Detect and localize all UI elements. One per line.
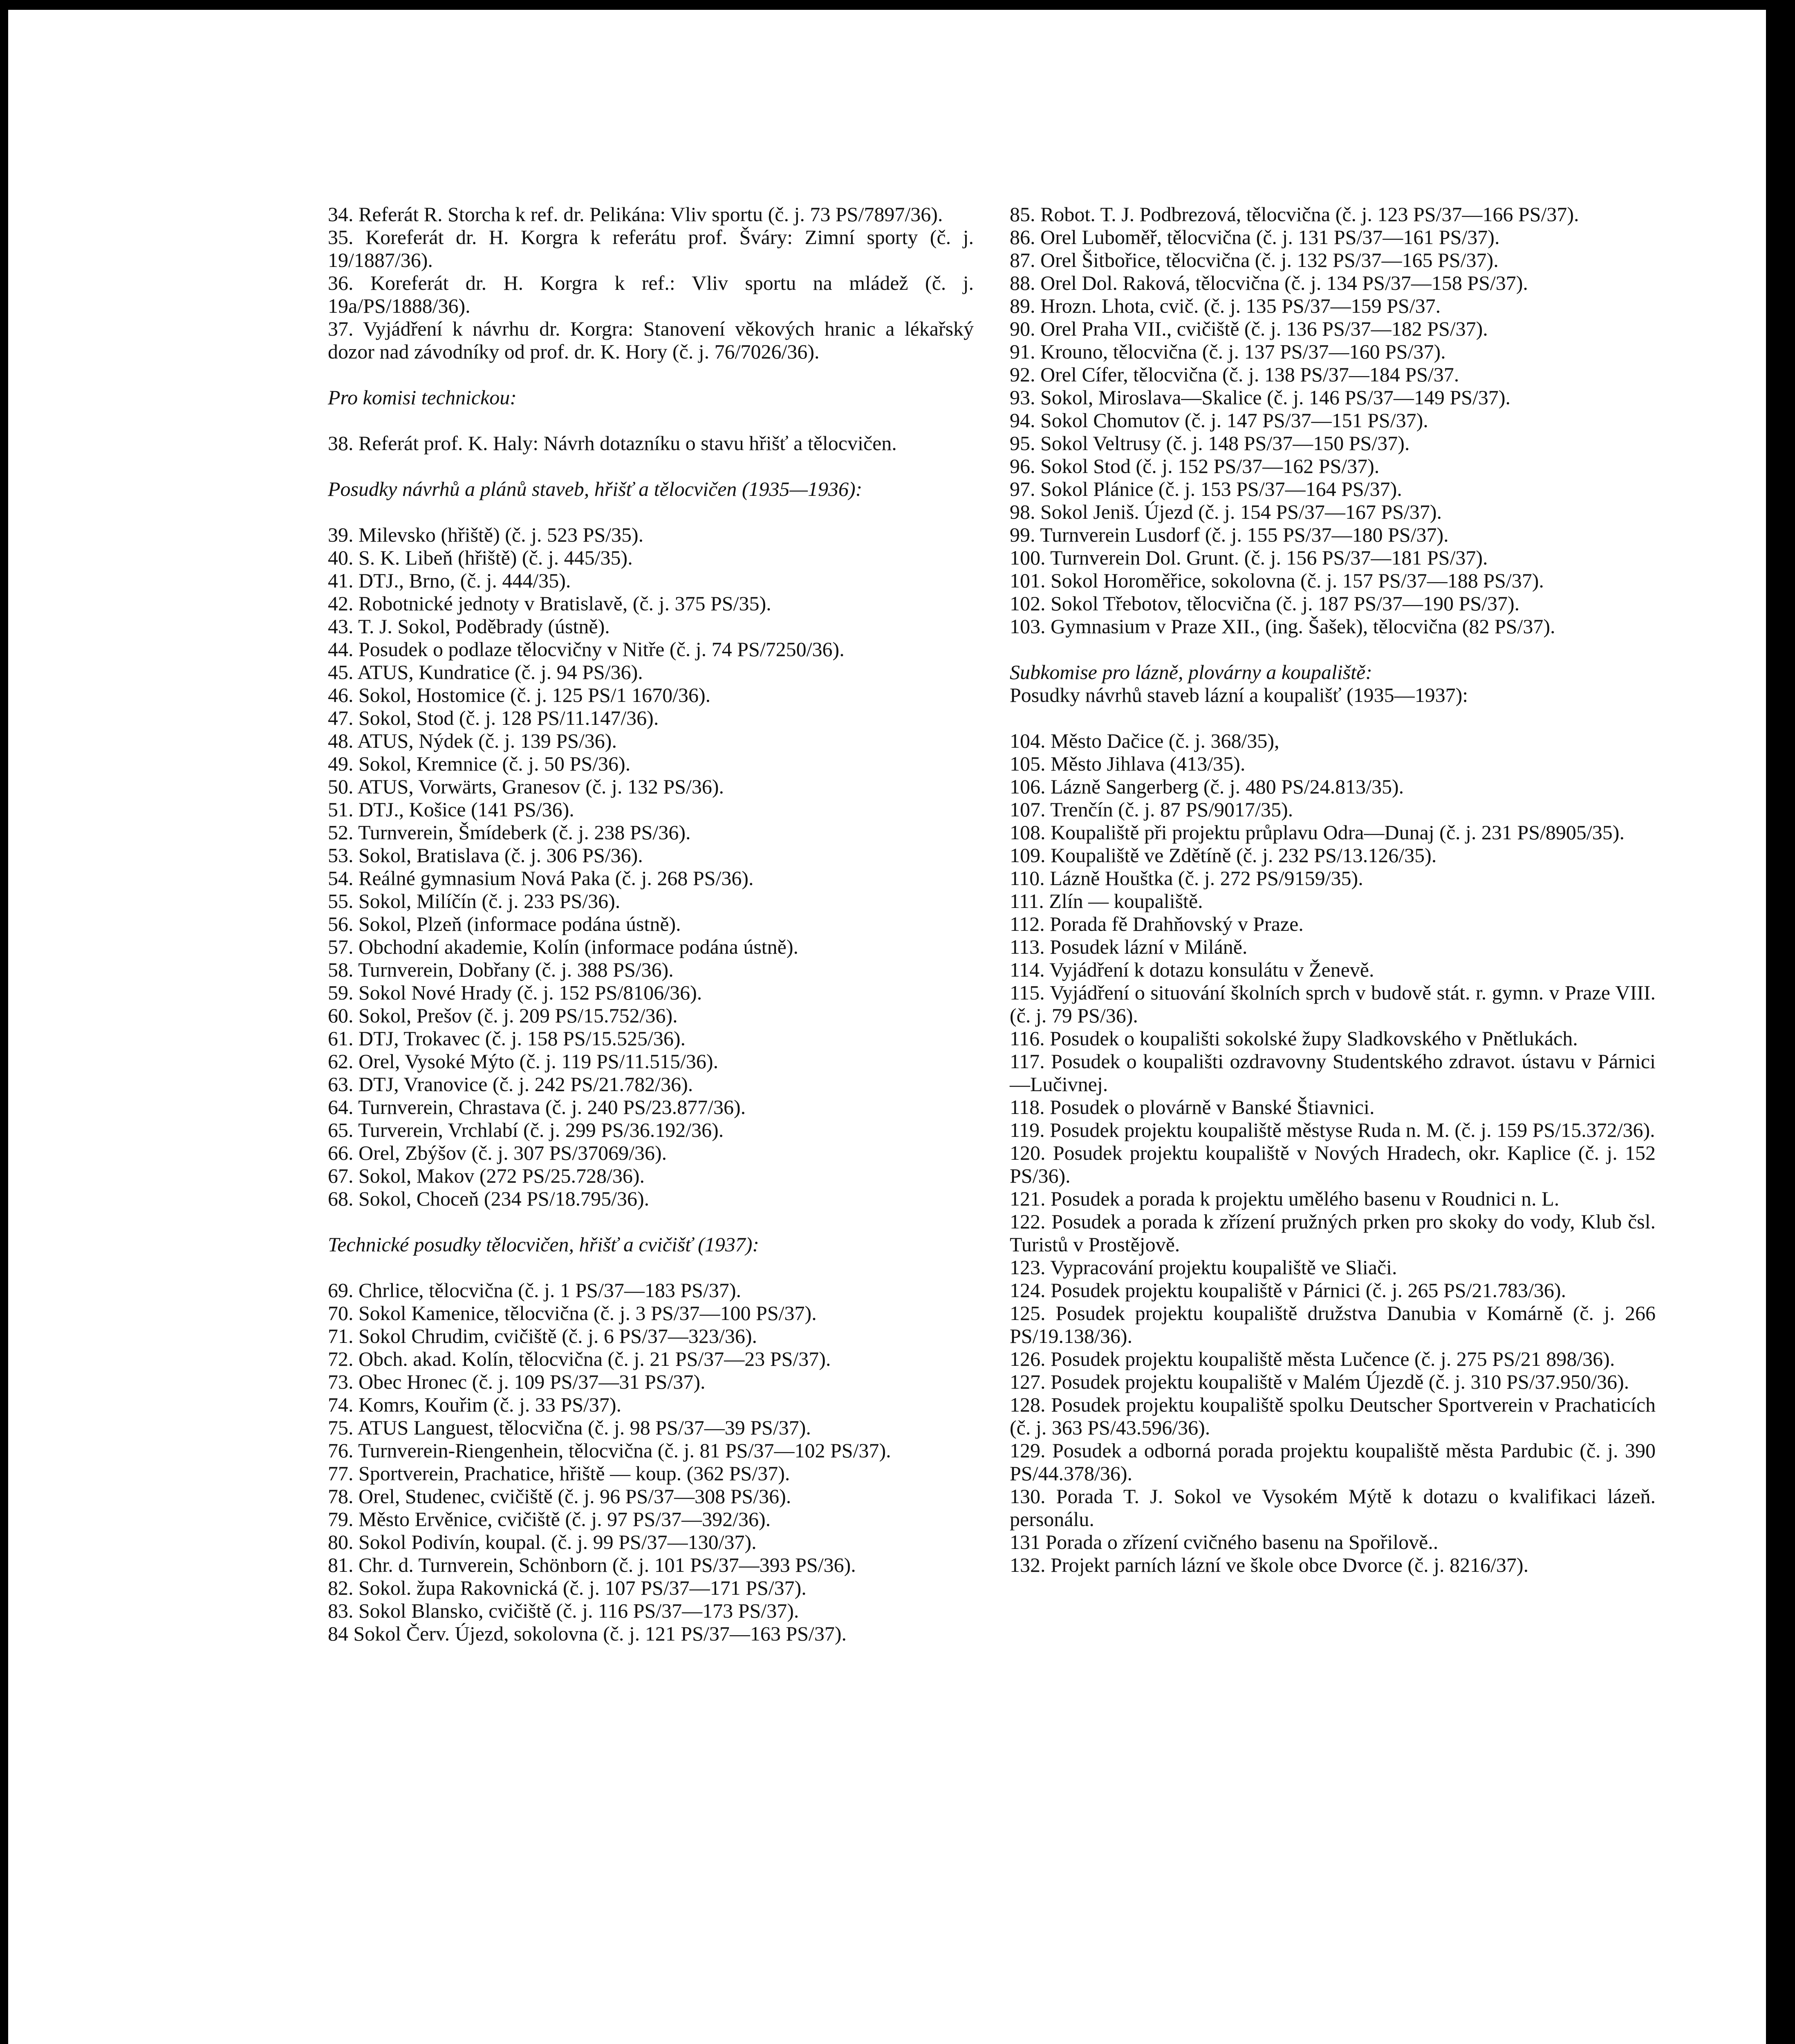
entry-list [1010,729,1656,1576]
list-item: 76. Turnverein-Riengenhein, tělocvična (č. j. 81 PS/37—102 PS/37). [328,1439,891,1462]
list-item: 40. S. K. Libeň (hřiště) (č. j. 445/35). [328,546,633,569]
list-item: 73. Obec Hronec (č. j. 109 PS/37—31 PS/37). [328,1370,706,1393]
list-item: 55. Sokol, Milíčín (č. j. 233 PS/36). [328,890,621,912]
list-item: 69. Chrlice, tělocvična (č. j. 1 PS/37—183 PS/37). [328,1279,742,1302]
list-item: 41. DTJ., Brno, (č. j. 444/35). [328,569,571,592]
list-item: 68. Sokol, Choceň (234 PS/18.795/36). [328,1187,650,1210]
list-item: 119. Posudek projektu koupaliště městyse Ruda n. M. (č. j. 159 PS/15.372/36). [1010,1118,1655,1141]
list-item: 39. Milevsko (hřiště) (č. j. 523 PS/35). [328,523,644,546]
entry-list [328,523,974,1210]
list-item: 62. Orel, Vysoké Mýto (č. j. 119 PS/11.515/36). [328,1050,719,1073]
list-item: 75. ATUS Languest, tělocvična (č. j. 98 PS/37—39 PS/37). [328,1416,811,1439]
list-item: 57. Obchodní akademie, Kolín (informace podána ústně). [328,935,799,958]
list-item: 77. Sportverein, Prachatice, hřiště — koup. (362 PS/37). [328,1462,790,1485]
list-item: 106. Lázně Sangerberg (č. j. 480 PS/24.813/35). [1010,775,1404,798]
right-column [1010,203,1656,1576]
list-item: 44. Posudek o podlaze tělocvičny v Nitře (č. j. 74 PS/7250/36). [328,638,845,661]
list-item: 130. Porada T. J. Sokol ve Vysokém Mýtě k dotazu o kvalifikaci lázeň. personálu. [1010,1485,1656,1531]
list-item: 92. Orel Cífer, tělocvična (č. j. 138 PS/37—184 PS/37. [1010,363,1459,386]
list-item: 80. Sokol Podivín, koupal. (č. j. 99 PS/37—130/37). [328,1531,757,1553]
list-item: 114. Vyjádření k dotazu konsulátu v Ženevě. [1010,958,1374,981]
list-item: 72. Obch. akad. Kolín, tělocvična (č. j. 21 PS/37—23 PS/37). [328,1347,831,1370]
list-item: 46. Sokol, Hostomice (č. j. 125 PS/1 1670/36). [328,684,711,706]
list-item: 103. Gymnasium v Praze XII., (ing. Šašek), tělocvična (82 PS/37). [1010,615,1555,638]
list-item: 59. Sokol Nové Hrady (č. j. 152 PS/8106/36). [328,981,702,1004]
list-item: 110. Lázně Houštka (č. j. 272 PS/9159/35). [1010,867,1363,890]
list-item: 74. Komrs, Kouřim (č. j. 33 PS/37). [328,1393,622,1416]
list-item: 91. Krouno, tělocvična (č. j. 137 PS/37—160 PS/37). [1010,340,1446,363]
list-item: 90. Orel Praha VII., cvičiště (č. j. 136 PS/37—182 PS/37). [1010,317,1488,340]
list-item: 132. Projekt parních lázní ve škole obce Dvorce (č. j. 8216/37). [1010,1553,1529,1576]
list-item: 58. Turnverein, Dobřany (č. j. 388 PS/36). [328,958,674,981]
list-item: 104. Město Dačice (č. j. 368/35), [1010,729,1280,752]
list-item: 85. Robot. T. J. Podbrezová, tělocvična (č. j. 123 PS/37—166 PS/37). [1010,203,1579,226]
list-item: 42. Robotnické jednoty v Bratislavě, (č. j. 375 PS/35). [328,592,771,615]
list-item: 45. ATUS, Kundratice (č. j. 94 PS/36). [328,661,643,684]
list-item: 61. DTJ, Trokavec (č. j. 158 PS/15.525/36). [328,1027,686,1050]
list-item: 88. Orel Dol. Raková, tělocvična (č. j. 134 PS/37—158 PS/37). [1010,271,1528,294]
entry-list [1010,203,1656,638]
list-item: 81. Chr. d. Turnverein, Schönborn (č. j. 101 PS/37—393 PS/36). [328,1553,856,1576]
list-item: 34. Referát R. Storcha k ref. dr. Pelikána: Vliv sportu (č. j. 73 PS/7897/36). [328,203,943,226]
list-item: 66. Orel, Zbýšov (č. j. 307 PS/37069/36). [328,1141,667,1164]
list-item: 125. Posudek projektu koupaliště družstva Danubia v Komárně (č. j. 266 PS/19.138/36). [1010,1302,1656,1347]
list-item: 78. Orel, Studenec, cvičiště (č. j. 96 PS/37—308 PS/36). [328,1485,791,1508]
list-item: 102. Sokol Třebotov, tělocvična (č. j. 187 PS/37—190 PS/37). [1010,592,1520,615]
list-item: 128. Posudek projektu koupaliště spolku Deutscher Sportverein v Prachaticích (č. j. 363 PS/43.596/36). [1010,1393,1656,1439]
list-item: 98. Sokol Jeniš. Újezd (č. j. 154 PS/37—167 PS/37). [1010,500,1442,523]
list-item: 87. Orel Šitbořice, tělocvična (č. j. 132 PS/37—165 PS/37). [1010,249,1499,271]
list-item: 37. Vyjádření k návrhu dr. Korgra: Stanovení věkových hranic a lékařský dozor nad závodníky od prof. dr. K. Hory (č. j. 76/7026/36). [328,317,974,363]
list-item: 111. Zlín — koupaliště. [1010,890,1203,912]
list-item: 54. Reálné gymnasium Nová Paka (č. j. 268 PS/36). [328,867,754,890]
list-item: 115. Vyjádření o situování školních sprch v budově stát. r. gymn. v Praze VIII. (č. j. 79 PS/36). [1010,981,1656,1027]
list-item: 117. Posudek o koupališti ozdravovny Studentského zdravot. ústavu v Párnici—Lučivnej. [1010,1050,1656,1096]
list-item: 47. Sokol, Stod (č. j. 128 PS/11.147/36). [328,706,659,729]
list-item: 96. Sokol Stod (č. j. 152 PS/37—162 PS/37). [1010,455,1380,477]
list-item: 112. Porada fě Drahňovský v Praze. [1010,912,1304,935]
subcommission-intro: Posudky návrhů staveb lázní a koupališť (1935—1937): [1010,684,1468,706]
list-item: 124. Posudek projektu koupaliště v Párnici (č. j. 265 PS/21.783/36). [1010,1279,1566,1302]
list-item: 93. Sokol, Miroslava—Skalice (č. j. 146 PS/37—149 PS/37). [1010,386,1510,409]
list-item: 113. Posudek lázní v Miláně. [1010,935,1248,958]
list-item: 100. Turnverein Dol. Grunt. (č. j. 156 PS/37—181 PS/37). [1010,546,1488,569]
list-item: 131 Porada o zřízení cvičného basenu na Spořilově.. [1010,1531,1439,1553]
list-item: 89. Hrozn. Lhota, cvič. (č. j. 135 PS/37—159 PS/37. [1010,294,1441,317]
list-item: 123. Vypracování projektu koupaliště ve Sliači. [1010,1256,1397,1279]
list-item: 43. T. J. Sokol, Poděbrady (ústně). [328,615,610,638]
list-item: 70. Sokol Kamenice, tělocvična (č. j. 3 PS/37—100 PS/37). [328,1302,817,1325]
list-item: 82. Sokol. župa Rakovnická (č. j. 107 PS/37—171 PS/37). [328,1576,807,1599]
list-item: 48. ATUS, Nýdek (č. j. 139 PS/36). [328,729,617,752]
list-item: 95. Sokol Veltrusy (č. j. 148 PS/37—150 PS/37). [1010,432,1410,455]
entry-list [328,1279,974,1645]
list-item: 83. Sokol Blansko, cvičiště (č. j. 116 PS/37—173 PS/37). [328,1599,799,1622]
list-item: 118. Posudek o plovárně v Banské Štiavnici. [1010,1096,1375,1118]
list-item: 84 Sokol Červ. Újezd, sokolovna (č. j. 121 PS/37—163 PS/37). [328,1622,847,1645]
list-item: 53. Sokol, Bratislava (č. j. 306 PS/36). [328,844,643,867]
list-item: 108. Koupaliště při projektu průplavu Odra—Dunaj (č. j. 231 PS/8905/35). [1010,821,1625,844]
list-item: 79. Město Ervěnice, cvičiště (č. j. 97 PS/37—392/36). [328,1508,771,1531]
list-item: 71. Sokol Chrudim, cvičiště (č. j. 6 PS/37—323/36). [328,1325,757,1347]
list-item: 120. Posudek projektu koupaliště v Nových Hradech, okr. Kaplice (č. j. 152 PS/36). [1010,1141,1656,1187]
entry-list [328,432,974,455]
list-item: 65. Turverein, Vrchlabí (č. j. 299 PS/36.192/36). [328,1118,724,1141]
list-item: 86. Orel Luboměř, tělocvična (č. j. 131 PS/37—161 PS/37). [1010,226,1500,249]
list-item: 101. Sokol Horoměřice, sokolovna (č. j. 157 PS/37—188 PS/37). [1010,569,1544,592]
list-item: 99. Turnverein Lusdorf (č. j. 155 PS/37—180 PS/37). [1010,523,1449,546]
list-item: 67. Sokol, Makov (272 PS/25.728/36). [328,1164,645,1187]
list-item: 38. Referát prof. K. Haly: Návrh dotazníku o stavu hřišť a tělocvičen. [328,432,897,455]
section-heading-reviews: Posudky návrhů a plánů staveb, hřišť a tělocvičen (1935—1936): [328,477,863,500]
list-item: 36. Koreferát dr. H. Korgra k ref.: Vliv sportu na mládež (č. j. 19a/PS/1888/36). [328,271,974,317]
list-item: 60. Sokol, Prešov (č. j. 209 PS/15.752/36). [328,1004,678,1027]
document-page [8,10,1766,2044]
list-item: 127. Posudek projektu koupaliště v Malém Újezdě (č. j. 310 PS/37.950/36). [1010,1370,1629,1393]
list-item: 49. Sokol, Kremnice (č. j. 50 PS/36). [328,752,631,775]
list-item: 116. Posudek o koupališti sokolské župy Sladkovského v Pnětlukách. [1010,1027,1578,1050]
list-item: 126. Posudek projektu koupaliště města Lučence (č. j. 275 PS/21 898/36). [1010,1347,1615,1370]
entry-list [328,203,974,363]
list-item: 109. Koupaliště ve Zdětíně (č. j. 232 PS/13.126/35). [1010,844,1437,867]
list-item: 94. Sokol Chomutov (č. j. 147 PS/37—151 PS/37). [1010,409,1428,432]
list-item: 35. Koreferát dr. H. Korgra k referátu prof. Šváry: Zimní sporty (č. j. 19/1887/36). [328,226,974,271]
list-item: 56. Sokol, Plzeň (informace podána ústně). [328,912,681,935]
left-column [328,203,974,1645]
list-item: 50. ATUS, Vorwärts, Granesov (č. j. 132 PS/36). [328,775,724,798]
list-item: 51. DTJ., Košice (141 PS/36). [328,798,574,821]
list-item: 63. DTJ, Vranovice (č. j. 242 PS/21.782/36). [328,1073,693,1096]
list-item: 64. Turnverein, Chrastava (č. j. 240 PS/23.877/36). [328,1096,746,1118]
list-item: 121. Posudek a porada k projektu umělého basenu v Roudnici n. L. [1010,1187,1560,1210]
section-heading-technical: Pro komisi technickou: [328,386,517,409]
section-heading-subcommission: Subkomise pro lázně, plovárny a koupaliště: [1010,661,1372,684]
list-item: 52. Turnverein, Šmídeberk (č. j. 238 PS/36). [328,821,691,844]
list-item: 97. Sokol Plánice (č. j. 153 PS/37—164 PS/37). [1010,477,1402,500]
list-item: 129. Posudek a odborná porada projektu koupaliště města Pardubic (č. j. 390 PS/44.378/36). [1010,1439,1656,1485]
list-item: 107. Trenčín (č. j. 87 PS/9017/35). [1010,798,1293,821]
list-item: 105. Město Jihlava (413/35). [1010,752,1246,775]
section-heading-technical-reviews: Technické posudky tělocvičen, hřišť a cvičišť (1937): [328,1233,760,1256]
list-item: 122. Posudek a porada k zřízení pružných prken pro skoky do vody, Klub čsl. Turistů v Prostějově. [1010,1210,1656,1256]
